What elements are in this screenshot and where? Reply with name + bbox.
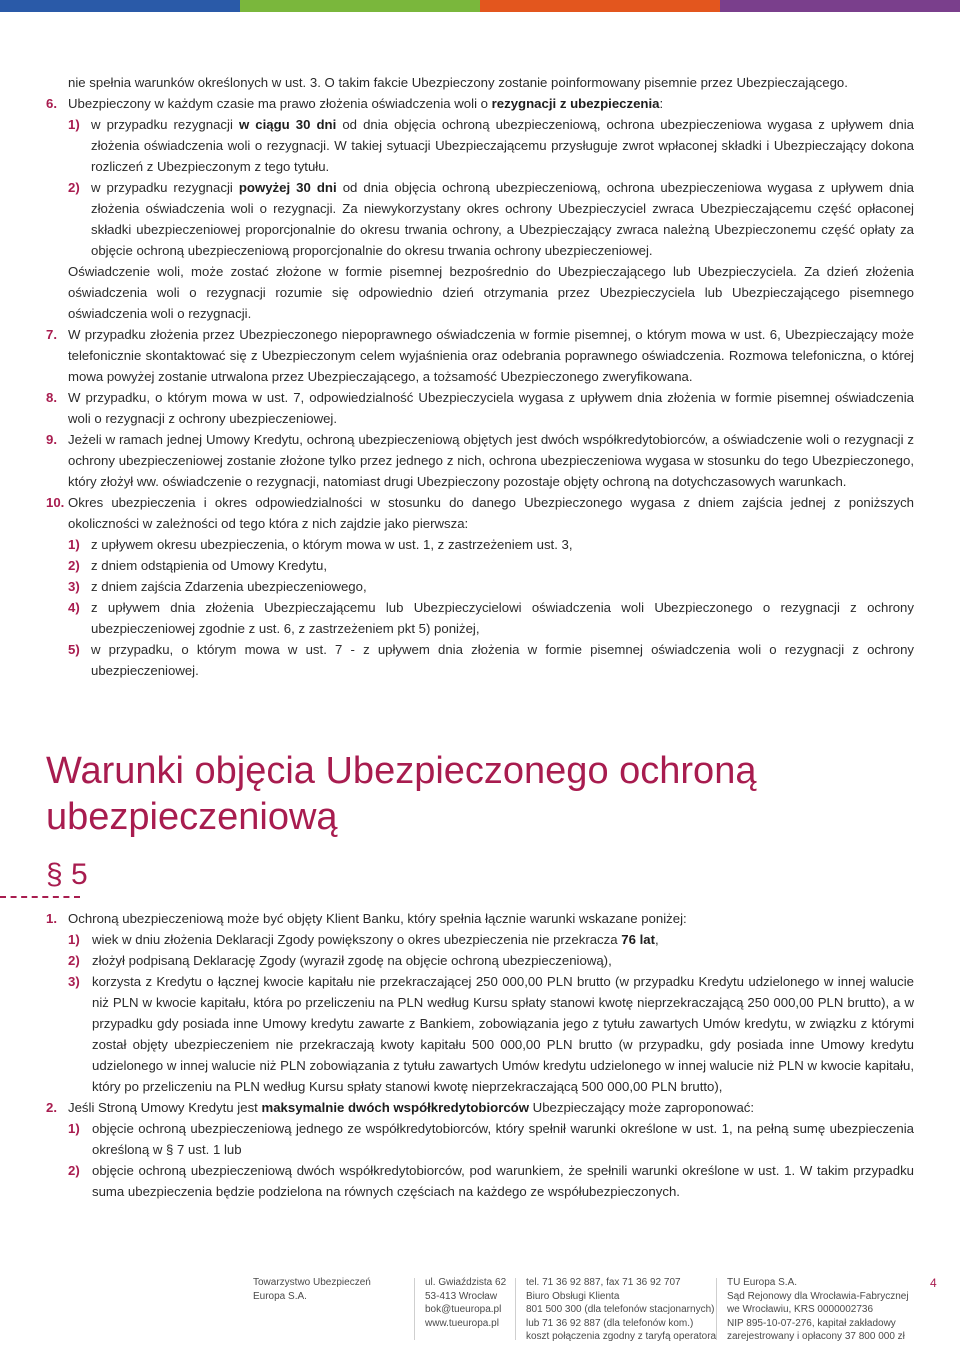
clause-6-closing: Oświadczenie woli, może zostać złożone w formie pisemnej bezpośrednio do Ubezpieczającego lub Ubezpieczyciela. Za dzień złożenia oświadczenia woli o rezygnacji rozumie się odpowiednio dzień otrzymania przez Ubezpieczyciela lub Ubezpieczającego pisemnego oświadczenia woli o rezygnacji. <box>68 264 914 321</box>
point-text: z dniem zajścia Zdarzenia ubezpieczeniowego, <box>91 579 367 594</box>
clause-9 <box>46 429 914 492</box>
point-text: w przypadku, o którym mowa w ust. 7 - z upływem dnia złożenia w formie pisemnej oświadczenia woli o rezygnacji z ochrony ubezpieczeniowej. <box>91 642 914 678</box>
point-text: z dniem odstąpienia od Umowy Kredytu, <box>91 558 328 573</box>
footer-address <box>425 1276 506 1330</box>
point-bold-text: w ciągu 30 dni <box>238 117 337 132</box>
footer-line: Sąd Rejonowy dla Wrocławia-Fabrycznej <box>727 1290 909 1302</box>
section-5-body <box>46 908 914 1202</box>
point-text: objęcie ochroną ubezpieczeniową jednego ze współkredytobiorców, który spełnił warunki określone w ust. 1, na pełną sumę ubezpieczenia określoną w § 7 ust. 1 lub <box>92 1121 914 1157</box>
footer-line: TU Europa S.A. <box>727 1277 798 1288</box>
s5-clause-1 <box>46 908 914 929</box>
clause-7 <box>46 324 914 387</box>
clause-number: 8. <box>46 390 57 405</box>
clause-text: Okres ubezpieczenia i okres odpowiedzialności w stosunku do danego Ubezpieczonego wygasa z dniem zajścia jednej z poniższych okoliczności w zależności od tego która z nich zajdzie jako pierwsza: <box>68 495 914 531</box>
point-number: 1) <box>68 117 80 132</box>
section-number: § 5 <box>46 858 88 891</box>
clause-number: 1. <box>46 911 57 926</box>
section-divider <box>0 896 80 898</box>
footer-line: Biuro Obsługi Klienta <box>526 1290 620 1302</box>
footer-divider <box>515 1278 516 1340</box>
top-bar-segment-blue <box>0 0 240 12</box>
clause-number: 6. <box>46 96 57 111</box>
point-number: 1) <box>68 932 80 947</box>
s5-clause-1-point-2 <box>68 950 914 971</box>
section-4-continuation <box>46 72 914 681</box>
point-text: wiek w dniu złożenia Deklaracji Zgody powiększony o okres ubezpieczenia nie przekracza <box>92 932 622 947</box>
point-number: 1) <box>68 1121 80 1136</box>
point-text: z upływem dnia złożenia Ubezpieczającemu lub Ubezpieczycielowi oświadczenia woli Ubezpieczonego o rezygnacji z ochrony ubezpieczeniowej zgodnie z ust. 6, z zastrzeżeniem pkt 5) poniżej, <box>91 600 914 636</box>
footer-line: Europa S.A. <box>253 1290 307 1302</box>
footer-email-link[interactable]: bok@tueuropa.pl <box>425 1304 502 1315</box>
footer-line: tel. 71 36 92 887, fax 71 36 92 707 <box>526 1277 681 1288</box>
footer-line: lub 71 36 92 887 (dla telefonów kom.) <box>526 1317 694 1329</box>
point-number: 2) <box>68 180 80 195</box>
footer-line: we Wrocławiu, KRS 0000002736 <box>727 1304 874 1315</box>
point-number: 2) <box>68 953 80 968</box>
footer-line: ul. Gwiaździsta 62 <box>425 1277 507 1288</box>
point-text: korzysta z Kredytu o łącznej kwocie kapitału nie przekraczającej 250 000,00 PLN brutto (w przypadku Kredytu udzielonego w innej walucie niż PLN w kwocie kapitału, która po przeliczeniu na PLN według Kursu spłaty stanowi kwotę nieprzekraczającą 250 000,00 PLN brutto), a w przypadku gdy posiada inne Umowy kredytu zawarte z Bankiem, zobowiązania jego z tytułu zawartych Umów kredytu, w związku z którymi został objęty ubezpieczeniem nie przekraczają kwoty kapitału 500 000,00 PLN brutto (w przypadku, gdy posiada inne Umowy kredytu udzielonego w innej walucie niż PLN zobowiązania z tytułu zawartych Umów kredytu udzielonego w innej walucie niż PLN w kwocie kapitału, który po przeliczeniu na PLN według Kursu spłaty stanowi kwotę nieprzekraczającą 500 000,00 PLN brutto), <box>92 974 914 1094</box>
clause-10-point-4 <box>68 597 914 639</box>
clause-10-point-1 <box>68 534 914 555</box>
point-text: od dnia objęcia ochroną ubezpieczeniową, ochrona ubezpieczeniowa wygasa z upływem dnia złożenia oświadczenia woli o rezygnacji. Za niewykorzystany okres ochrony Ubezpieczyciel zwraca Ubezpieczającemu część opłaconej składki ubezpieczeniowej proporcjonalnie do okresu trwania ochrony, a Ubezpieczający zwraca należną Ubezpieczonemu część opłaty za objęcie ochroną ubezpieczeniową proporcjonalnie do okresu trwania ochrony ubezpieczeniowej. <box>91 180 914 258</box>
point-text: z upływem okresu ubezpieczenia, o którym mowa w ust. 1, z zastrzeżeniem ust. 3, <box>91 537 573 552</box>
clause-10-point-5 <box>68 639 914 681</box>
footer-line: NIP 895-10-07-276, kapitał zakładowy <box>727 1317 896 1329</box>
point-number: 3) <box>68 579 80 594</box>
top-bar-segment-purple <box>720 0 960 12</box>
clause-6 <box>46 93 914 114</box>
section-heading: Warunki objęcia Ubezpieczonego ochroną ubezpieczeniową <box>46 750 757 838</box>
clause-6-point-1 <box>68 114 914 177</box>
footer-line: zarejestrowany i opłacony 37 800 000 zł <box>727 1331 905 1342</box>
footer-contact <box>526 1276 716 1344</box>
clause-10-point-3 <box>68 576 914 597</box>
top-color-bar <box>0 0 960 12</box>
s5-clause-2 <box>46 1097 914 1118</box>
footer-line: 53-413 Wrocław <box>425 1290 498 1302</box>
footer-line: Towarzystwo Ubezpieczeń <box>253 1277 371 1288</box>
clause-text: Ochroną ubezpieczeniową może być objęty Klient Banku, który spełnia łącznie warunki wskazane poniżej: <box>68 911 687 926</box>
footer-company <box>253 1276 371 1303</box>
point-number: 3) <box>68 974 80 989</box>
clause-bold-text: rezygnacji z ubezpieczenia <box>491 96 660 111</box>
footer-divider <box>716 1278 717 1340</box>
clause-text: Jeśli Stroną Umowy Kredytu jest <box>68 1100 262 1115</box>
point-text: , <box>654 932 659 947</box>
clause-number: 7. <box>46 327 57 342</box>
point-number: 2) <box>68 558 80 573</box>
point-text: złożył podpisaną Deklarację Zgody (wyraził zgodę na objęcie ochroną ubezpieczeniową), <box>92 953 612 968</box>
clause-text: Jeżeli w ramach jednej Umowy Kredytu, ochroną ubezpieczeniową objętych jest dwóch współkredytobiorców, a oświadczenie woli o rezygnacji z ochrony ubezpieczeniowej zostanie złożone tylko przez jednego z nich, ochrona ubezpieczeniowa wygasa w stosunku do tego Ubezpieczonego, który złożył ww. oświadczenie o rezygnacji, natomiast drugi Ubezpieczony pozostaje objęty ochroną na dotychczasowych warunkach. <box>68 432 914 489</box>
footer-line: koszt połączenia zgodny z taryfą operatora <box>526 1331 717 1342</box>
clause-bold-text: maksymalnie dwóch współkredytobiorców <box>261 1100 529 1115</box>
s5-clause-1-point-1 <box>68 929 914 950</box>
clause-number: 2. <box>46 1100 57 1115</box>
footer-registry <box>727 1276 909 1344</box>
clause-text: : <box>659 96 664 111</box>
clause-6-point-2 <box>68 177 914 261</box>
footer-divider <box>414 1278 415 1340</box>
top-bar-segment-red <box>480 0 720 12</box>
clause-text: W przypadku złożenia przez Ubezpieczonego niepoprawnego oświadczenia w formie pisemnej, o którym mowa w ust. 6, Ubezpieczający może telefonicznie skontaktować się z Ubezpieczonym celem wyjaśnienia oraz odebrania poprawnego oświadczenia. Rozmowa telefoniczna, o której mowa powyżej zostanie utrwalona przez Ubezpieczającego, a tożsamość Ubezpieczonego zweryfikowana. <box>68 327 914 384</box>
point-text: w przypadku rezygnacji <box>91 117 239 132</box>
s5-clause-2-point-1 <box>68 1118 914 1160</box>
point-text: od dnia objęcia ochroną ubezpieczeniową, ochrona ubezpieczeniowa wygasa z upływem dnia złożenia oświadczenia woli o rezygnacji. W takiej sytuacji Ubezpieczającemu przysługuje zwrot wpłaconej składki i Ubezpieczający dokona rozliczeń z Ubezpieczonym z tego tytułu. <box>91 117 914 174</box>
footer-line: 801 500 300 (dla telefonów stacjonarnych) <box>526 1304 715 1315</box>
point-number: 1) <box>68 537 80 552</box>
clause-text: Ubezpieczający może zaproponować: <box>529 1100 755 1115</box>
top-bar-segment-green <box>240 0 480 12</box>
s5-clause-2-point-2 <box>68 1160 914 1202</box>
s5-clause-1-point-3 <box>68 971 914 1097</box>
point-text: w przypadku rezygnacji <box>91 180 239 195</box>
clause-8 <box>46 387 914 429</box>
continuation-line: nie spełnia warunków określonych w ust. 3. O takim fakcie Ubezpieczony zostanie poinformowany pisemnie przez Ubezpieczającego. <box>68 75 848 90</box>
clause-10-point-2 <box>68 555 914 576</box>
point-number: 2) <box>68 1163 80 1178</box>
point-number: 4) <box>68 600 80 615</box>
point-bold-text: 76 lat <box>621 932 655 947</box>
clause-number: 9. <box>46 432 57 447</box>
footer-website-link[interactable]: www.tueuropa.pl <box>425 1317 499 1329</box>
point-text: objęcie ochroną ubezpieczeniową dwóch współkredytobiorców, pod warunkiem, że spełnili warunki określone w ust. 1. W takim przypadku suma ubezpieczenia będzie podzielona na równych częściach na każdego ze współubezpieczonych. <box>92 1163 914 1199</box>
clause-text: W przypadku, o którym mowa w ust. 7, odpowiedzialność Ubezpieczyciela wygasa z upływem dnia złożenia w formie pisemnej oświadczenia woli o rezygnacji z ochrony ubezpieczeniowej. <box>68 390 914 426</box>
page-number: 4 <box>930 1276 937 1290</box>
clause-text: Ubezpieczony w każdym czasie ma prawo złożenia oświadczenia woli o <box>68 96 492 111</box>
point-number: 5) <box>68 642 80 657</box>
point-bold-text: powyżej 30 dni <box>238 180 337 195</box>
clause-number: 10. <box>46 495 65 510</box>
clause-10 <box>46 492 914 534</box>
